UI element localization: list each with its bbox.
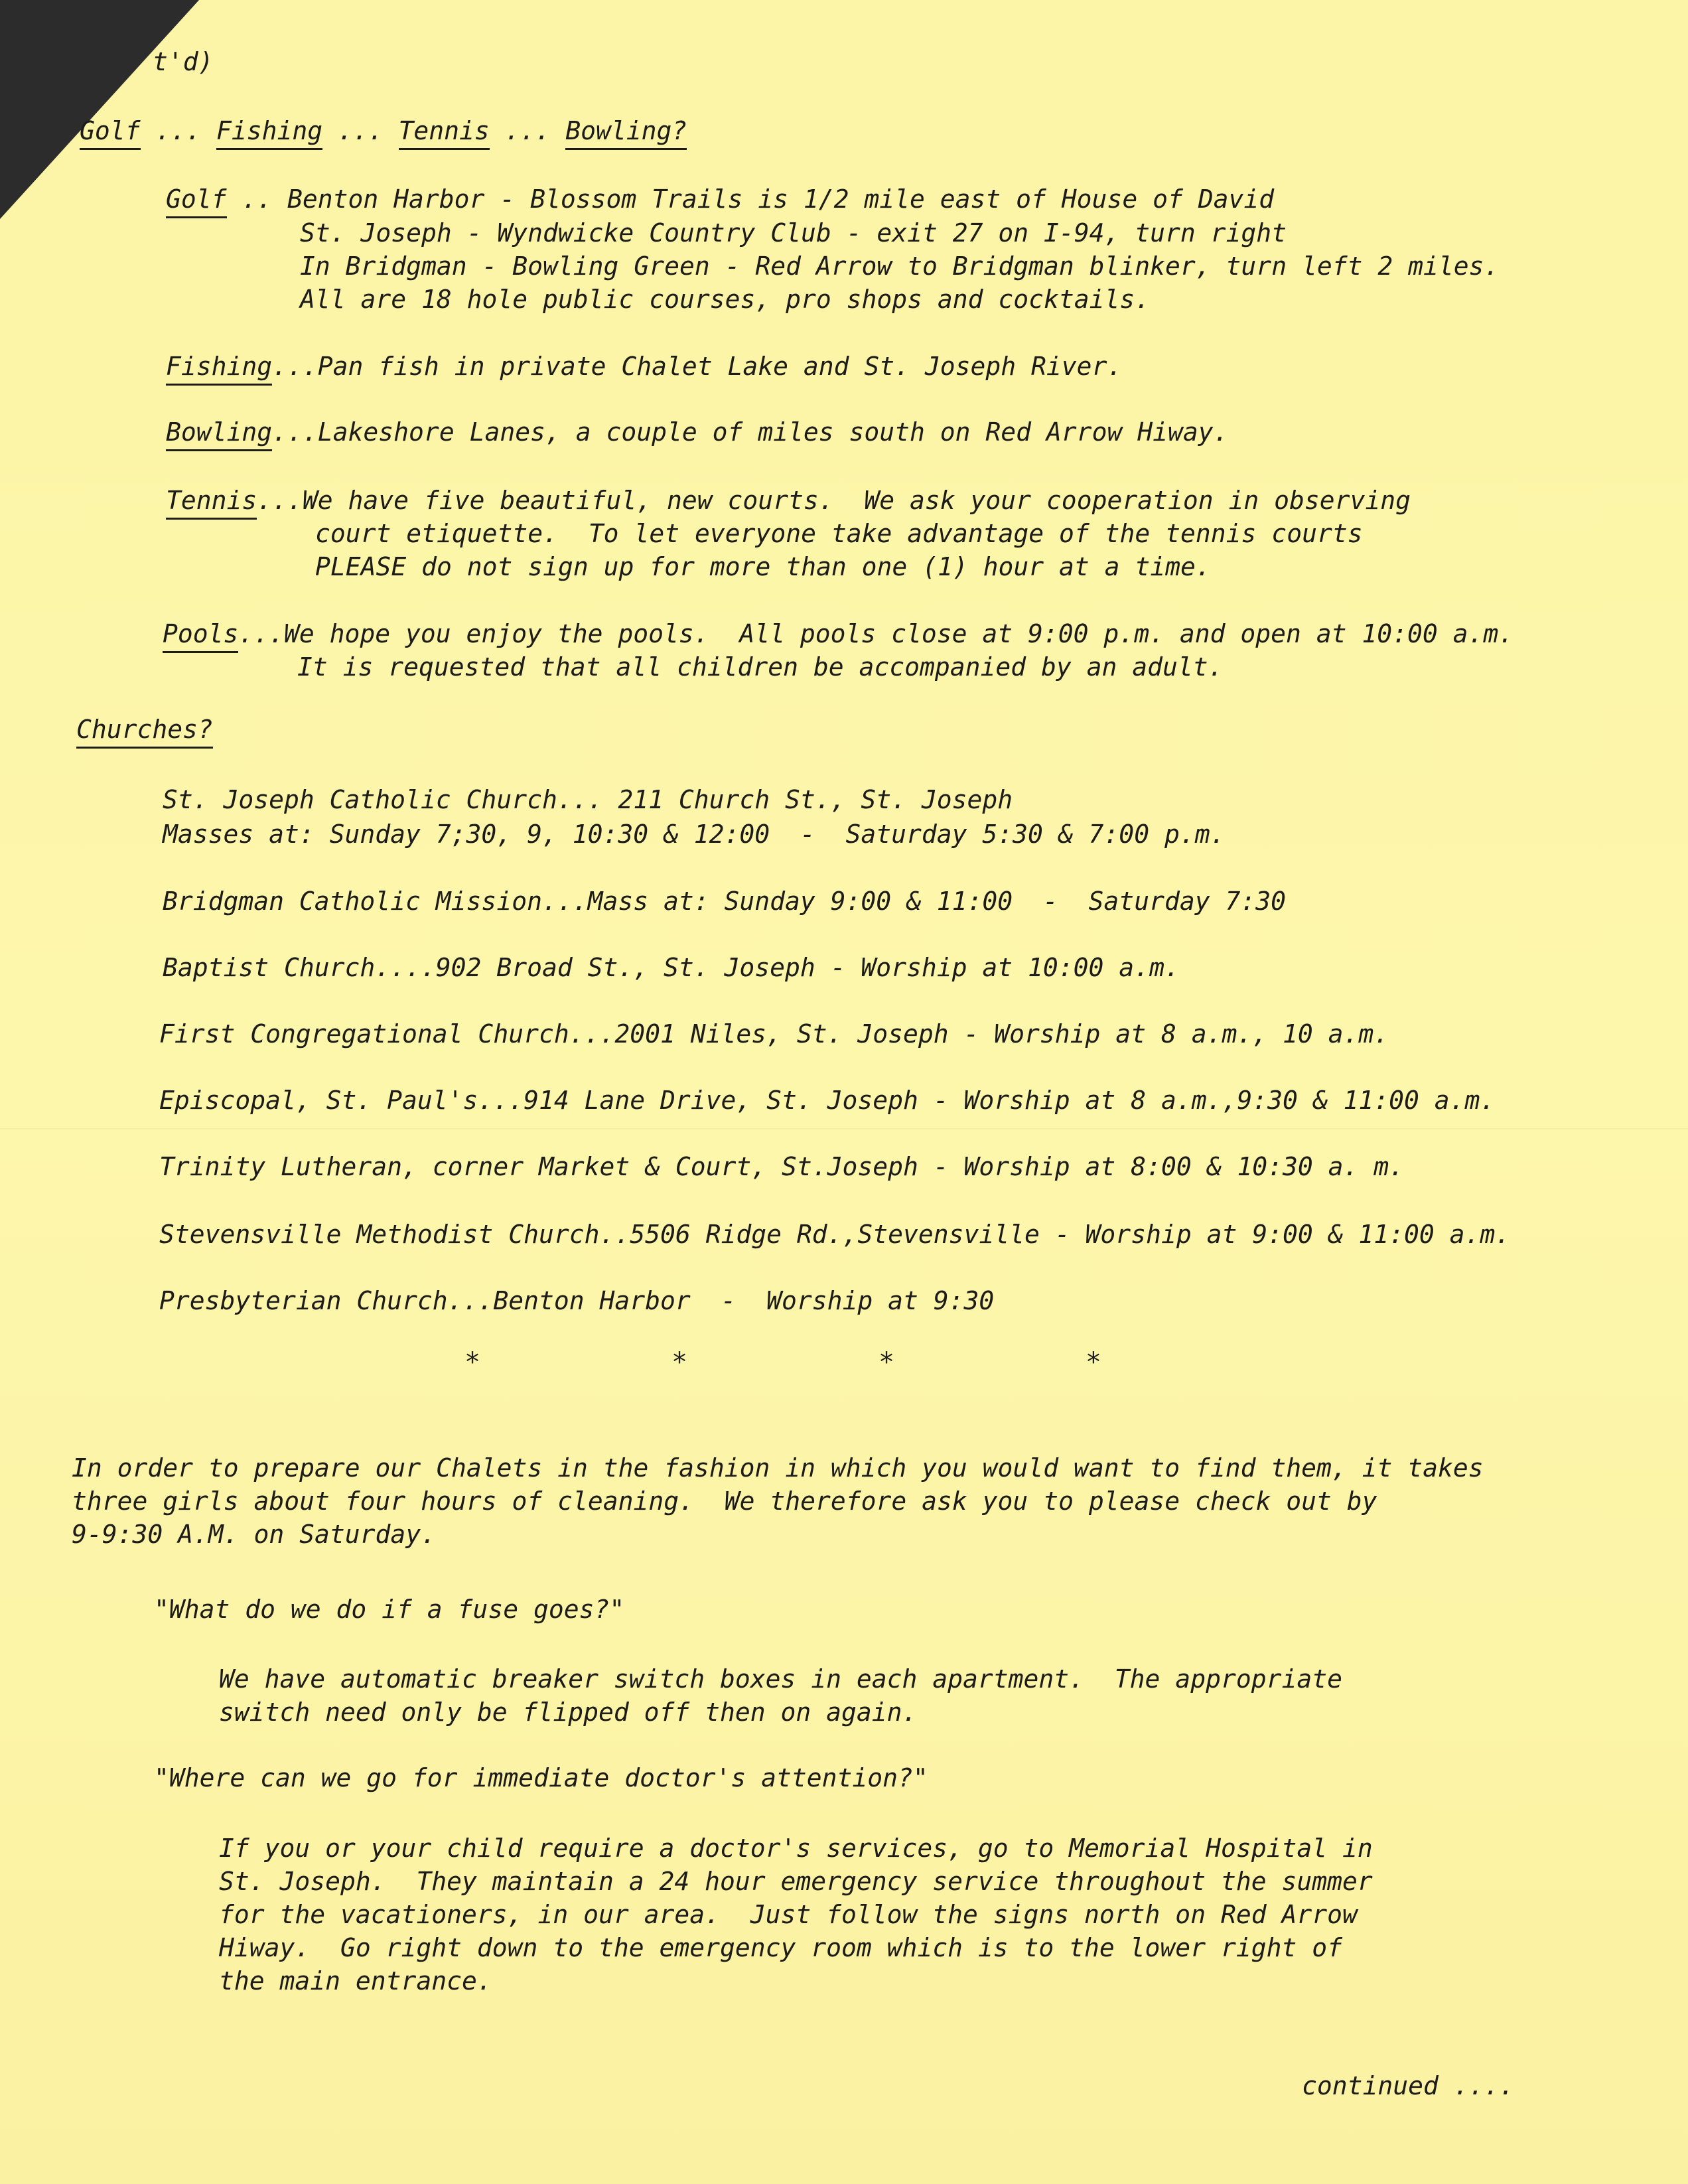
star: * <box>464 1347 481 1378</box>
topic-golf: Golf <box>80 116 141 150</box>
tennis-label: Tennis <box>166 486 257 520</box>
topics-heading <box>80 114 687 147</box>
doctor-answer: If you or your child require a doctor's services, go to Memorial Hospital in <box>219 1834 1373 1863</box>
fuse-answer: switch need only be flipped off then on again. <box>219 1698 918 1727</box>
pools-label: Pools <box>163 619 238 653</box>
continued-footer: continued .... <box>1302 2071 1515 2100</box>
separator: ... <box>337 116 384 145</box>
golf-detail: St. Joseph - Wyndwicke Country Club - exit 27 on I-94, turn right <box>300 218 1287 248</box>
star: * <box>1085 1347 1101 1378</box>
golf-detail: All are 18 hole public courses, pro shops and cocktails. <box>300 285 1151 314</box>
star-divider <box>464 1347 1101 1378</box>
fuse-answer: We have automatic breaker switch boxes in each apartment. The appropriate <box>219 1664 1342 1694</box>
checkout-paragraph: In order to prepare our Chalets in the fashion in which you would want to find them, it takes <box>72 1453 1484 1483</box>
tennis-detail: court etiquette. To let everyone take advantage of the tennis courts <box>315 519 1363 548</box>
doctor-answer: the main entrance. <box>219 1966 492 1996</box>
fishing-text: ...Pan fish in private Chalet Lake and St. Joseph River. <box>272 352 1123 381</box>
bowling-label: Bowling <box>166 417 272 451</box>
pools-detail: It is requested that all children be accompanied by an adult. <box>297 652 1224 682</box>
topic-tennis: Tennis <box>399 116 490 150</box>
checkout-paragraph: 9-9:30 A.M. on Saturday. <box>72 1520 437 1549</box>
pools-line <box>163 617 1513 650</box>
pools-lead: ...We hope you enjoy the pools. All pools close at 9:00 p.m. and open at 10:00 a.m. <box>238 619 1514 648</box>
star: * <box>671 1347 688 1378</box>
fishing-label: Fishing <box>166 352 272 386</box>
tennis-detail: PLEASE do not sign up for more than one (1) hour at a time. <box>315 552 1211 581</box>
church-entry: Episcopal, St. Paul's...914 Lane Drive, St. Joseph - Worship at 8 a.m.,9:30 & 11:00 a.m. <box>159 1086 1496 1115</box>
bowling-text: ...Lakeshore Lanes, a couple of miles south on Red Arrow Hiway. <box>272 417 1229 447</box>
church-entry: Stevensville Methodist Church..5506 Ridge Rd.,Stevensville - Worship at 9:00 & 11:00 a.m. <box>159 1220 1511 1249</box>
churches-heading: Churches? <box>76 713 213 746</box>
checkout-paragraph: three girls about four hours of cleaning. We therefore ask you to please check out by <box>72 1487 1377 1516</box>
bowling-line <box>166 415 1228 449</box>
separator: ... <box>155 116 202 145</box>
golf-lead: .. Benton Harbor - Blossom Trails is 1/2 mile east of House of David <box>226 184 1275 214</box>
fuse-question: "What do we do if a fuse goes?" <box>154 1595 625 1624</box>
tennis-lead: ...We have five beautiful, new courts. We ask your cooperation in observing <box>257 486 1411 515</box>
page-fold <box>0 1128 1688 1129</box>
golf-detail: In Bridgman - Bowling Green - Red Arrow to Bridgman blinker, turn left 2 miles. <box>300 252 1500 281</box>
separator: ... <box>504 116 551 145</box>
church-entry: Baptist Church....902 Broad St., St. Joseph - Worship at 10:00 a.m. <box>163 953 1180 982</box>
doctor-answer: St. Joseph. They maintain a 24 hour emergency service throughout the summer <box>219 1867 1373 1896</box>
church-entry: Presbyterian Church...Benton Harbor - Worship at 9:30 <box>159 1286 995 1315</box>
tennis-line <box>166 484 1411 517</box>
fishing-line <box>166 350 1122 383</box>
church-entry: Trinity Lutheran, corner Market & Court, St.Joseph - Worship at 8:00 & 10:30 a. m. <box>159 1152 1404 1181</box>
church-entry: St. Joseph Catholic Church... 211 Church St., St. Joseph <box>163 785 1013 814</box>
doctor-answer: for the vacationers, in our area. Just follow the signs north on Red Arrow <box>219 1900 1358 1929</box>
star: * <box>878 1347 895 1378</box>
golf-line <box>166 182 1274 216</box>
doctor-answer: Hiway. Go right down to the emergency room which is to the lower right of <box>219 1933 1342 1962</box>
doctor-question: "Where can we go for immediate doctor's attention?" <box>154 1763 928 1792</box>
continued-header: t'd) <box>153 47 214 76</box>
church-entry: First Congregational Church...2001 Niles, St. Joseph - Worship at 8 a.m., 10 a.m. <box>159 1019 1389 1049</box>
golf-label: Golf <box>166 184 227 218</box>
topic-fishing: Fishing <box>216 116 322 150</box>
church-entry: Masses at: Sunday 7;30, 9, 10:30 & 12:00 - Saturday 5:30 & 7:00 p.m. <box>163 820 1226 849</box>
church-entry: Bridgman Catholic Mission...Mass at: Sunday 9:00 & 11:00 - Saturday 7:30 <box>163 887 1286 916</box>
topic-bowling: Bowling? <box>565 116 687 150</box>
